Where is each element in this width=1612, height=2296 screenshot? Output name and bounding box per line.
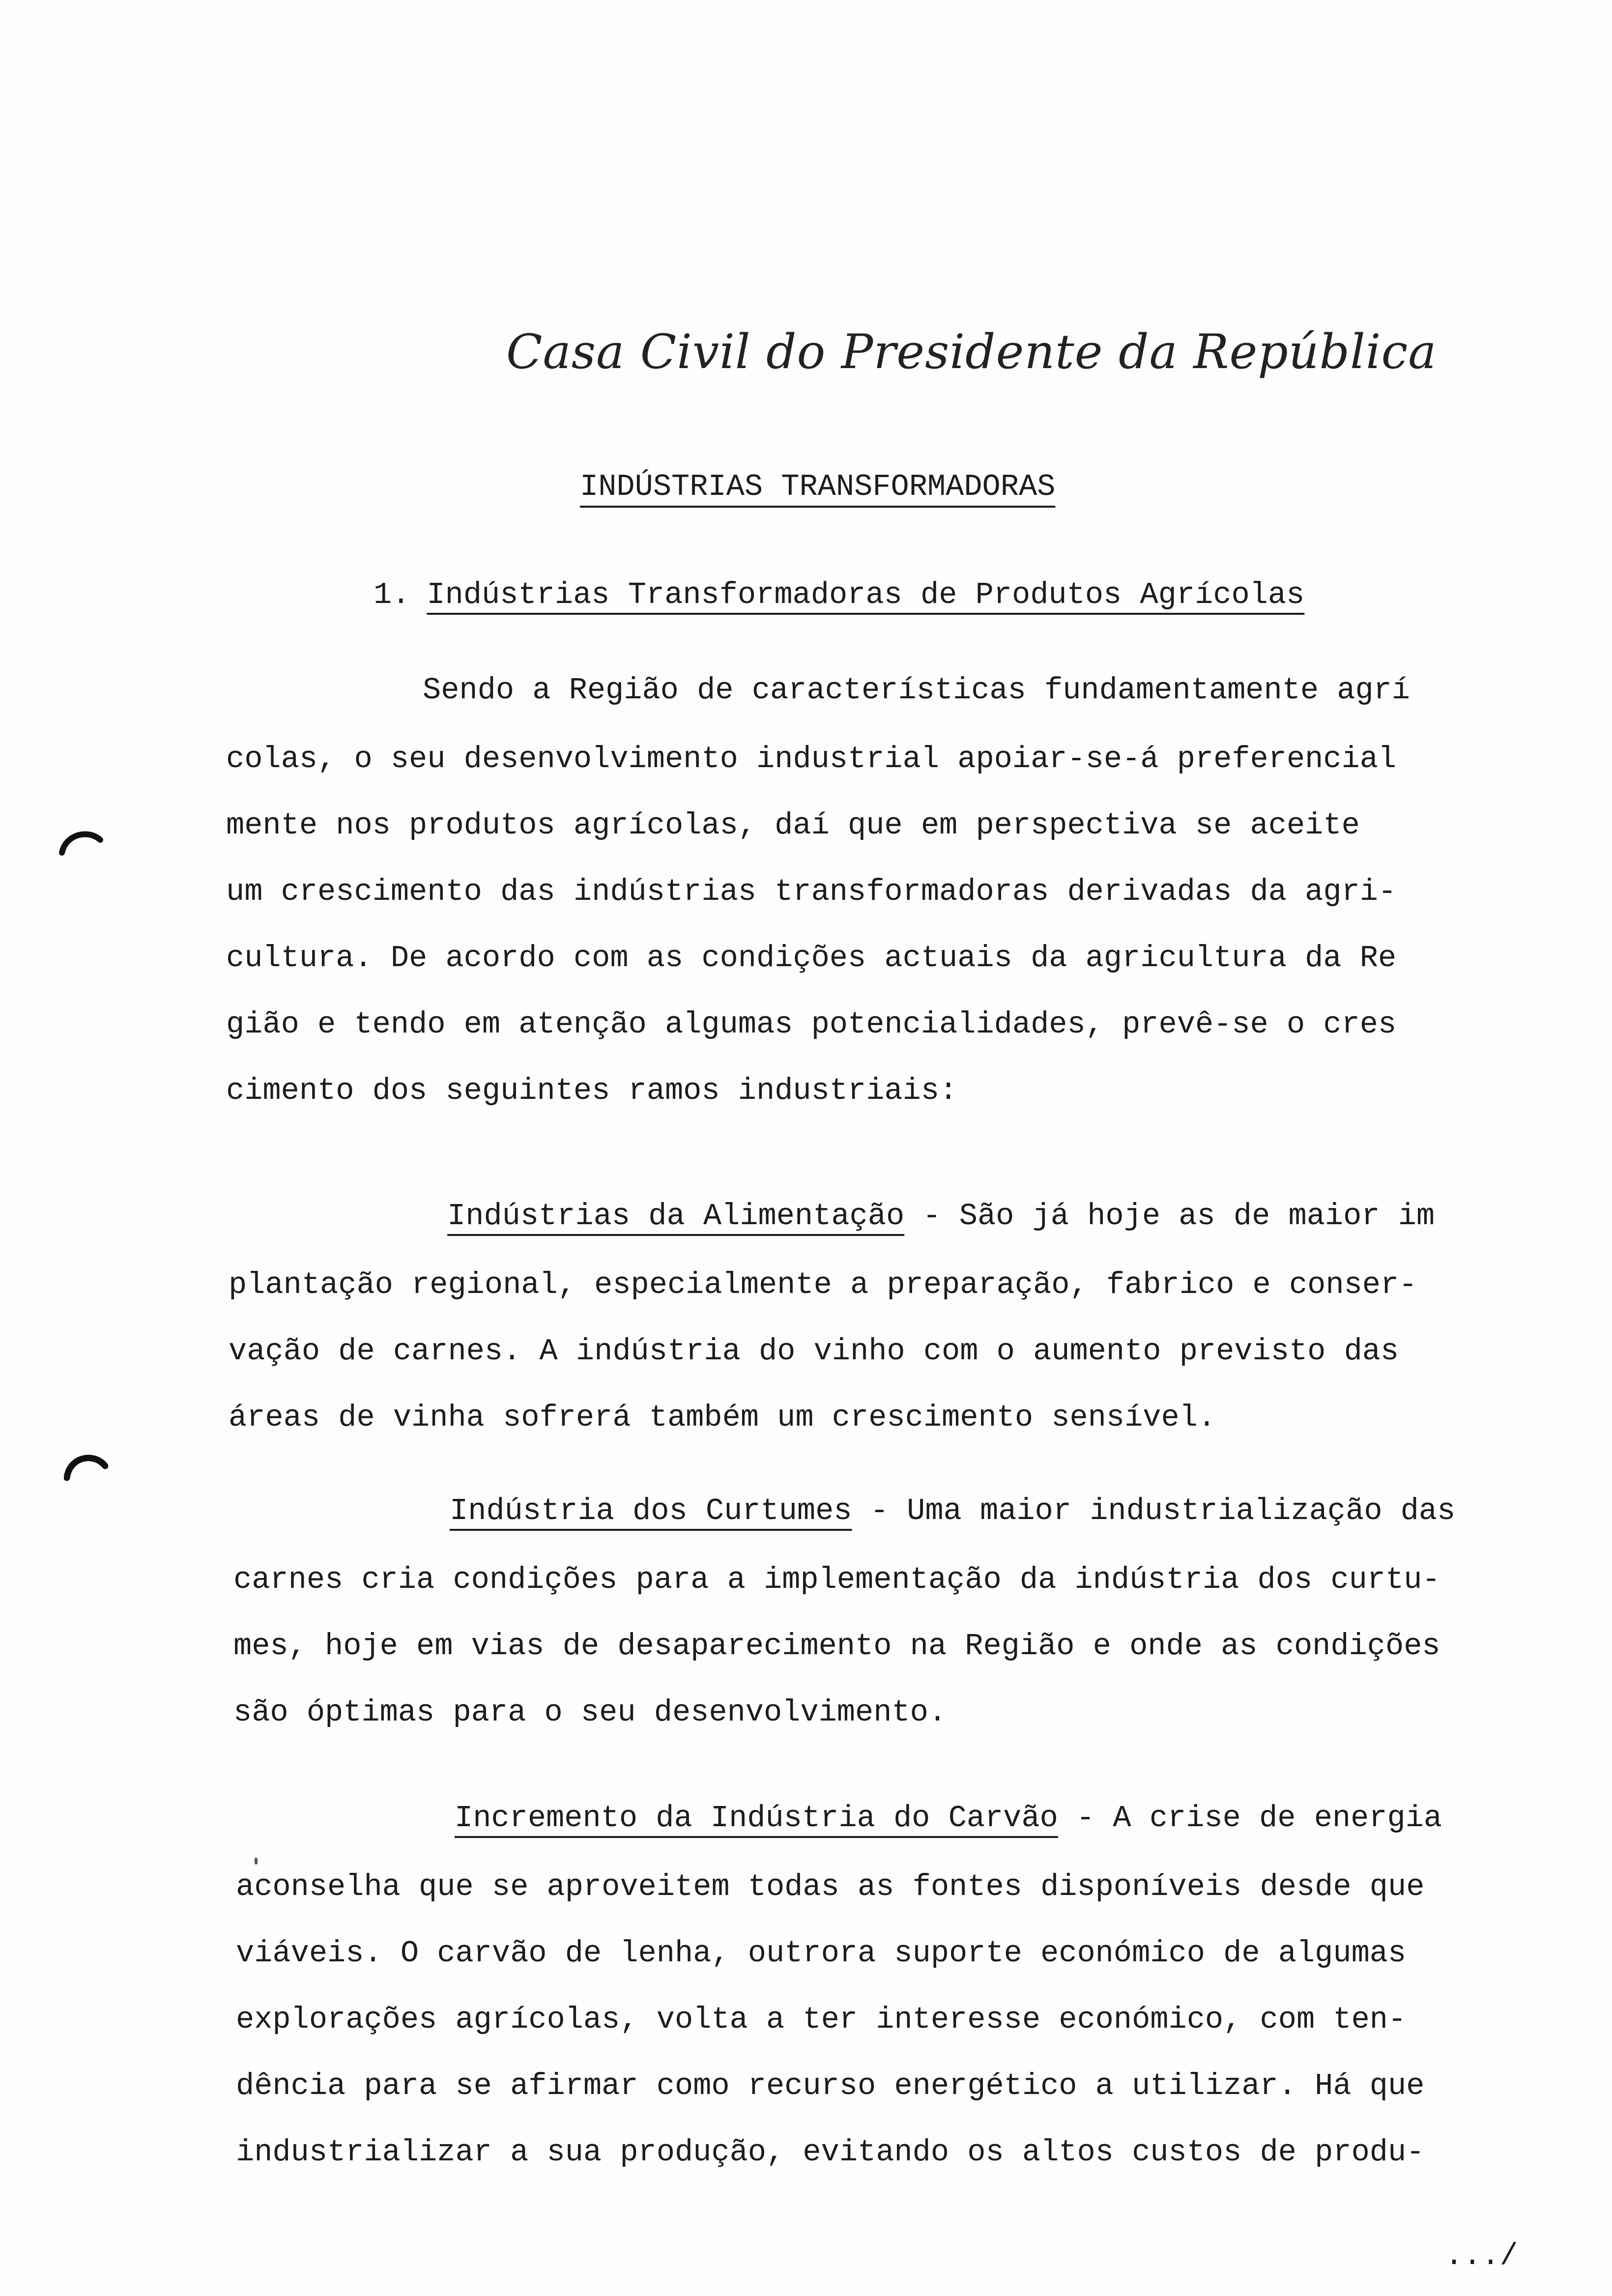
subsection-heading: Incremento da Indústria do Carvão bbox=[455, 1801, 1058, 1836]
subsection-heading: Indústria dos Curtumes bbox=[450, 1493, 852, 1528]
document-title: INDÚSTRIAS TRANSFORMADORAS bbox=[580, 469, 1056, 504]
paragraph-line: um crescimento das indústrias transformadoras derivadas da agri- bbox=[226, 874, 1397, 909]
section-heading-label: Indústrias Transformadoras de Produtos Agrícolas bbox=[427, 577, 1305, 612]
subsection-first-line bbox=[455, 1799, 1442, 1838]
paragraph-line: aconselha que se aproveitem todas as fontes disponíveis desde que bbox=[236, 1869, 1425, 1904]
paragraph-line: dência para se afirmar como recurso energético a utilizar. Há que bbox=[236, 2068, 1425, 2103]
section-heading bbox=[374, 577, 1304, 612]
punch-hole-mark-icon bbox=[59, 823, 103, 858]
paragraph-line: cimento dos seguintes ramos industriais: bbox=[226, 1073, 958, 1108]
paragraph-line: áreas de vinha sofrerá também um crescimento sensível. bbox=[229, 1400, 1216, 1435]
paragraph-line: Sendo a Região de características fundamentamente agrí bbox=[423, 673, 1410, 708]
continuation-marker: .../ bbox=[1445, 2239, 1518, 2273]
section-number: 1. bbox=[374, 577, 410, 612]
subsection-heading: Indústrias da Alimentação bbox=[447, 1199, 905, 1234]
paragraph-line: mes, hoje em vias de desaparecimento na Região e onde as condições bbox=[233, 1629, 1440, 1664]
subsection-text: - São já hoje as de maior im bbox=[904, 1199, 1435, 1234]
punch-hole-mark-icon bbox=[64, 1447, 108, 1482]
paragraph-line: vação de carnes. A indústria do vinho com o aumento previsto das bbox=[229, 1334, 1399, 1369]
subsection-text: - Uma maior industrialização das bbox=[852, 1493, 1456, 1528]
paragraph-line: cultura. De acordo com as condições actuais da agricultura da Re bbox=[226, 941, 1397, 976]
subsection-text: - A crise de energia bbox=[1058, 1801, 1442, 1836]
scan-mark bbox=[255, 1858, 258, 1865]
paragraph-line: industrializar a sua produção, evitando os altos custos de produ- bbox=[236, 2135, 1425, 2170]
paragraph-line: carnes cria condições para a implementação da indústria dos curtu- bbox=[233, 1562, 1440, 1597]
paragraph-line: gião e tendo em atenção algumas potencialidades, prevê-se o cres bbox=[226, 1007, 1397, 1042]
paragraph-line: viáveis. O carvão de lenha, outrora suporte económico de algumas bbox=[236, 1936, 1407, 1971]
subsection-first-line bbox=[450, 1492, 1455, 1531]
letterhead: Casa Civil do Presidente da República bbox=[506, 324, 1437, 379]
paragraph-line: plantação regional, especialmente a preparação, fabrico e conser- bbox=[229, 1267, 1417, 1302]
paragraph-line: explorações agrícolas, volta a ter interesse económico, com ten- bbox=[236, 2002, 1407, 2037]
paragraph-line: são óptimas para o seu desenvolvimento. bbox=[233, 1695, 947, 1730]
paragraph-line: colas, o seu desenvolvimento industrial apoiar-se-á preferencial bbox=[226, 742, 1397, 776]
paragraph-line: mente nos produtos agrícolas, daí que em perspectiva se aceite bbox=[226, 808, 1360, 843]
subsection-first-line bbox=[447, 1197, 1435, 1236]
